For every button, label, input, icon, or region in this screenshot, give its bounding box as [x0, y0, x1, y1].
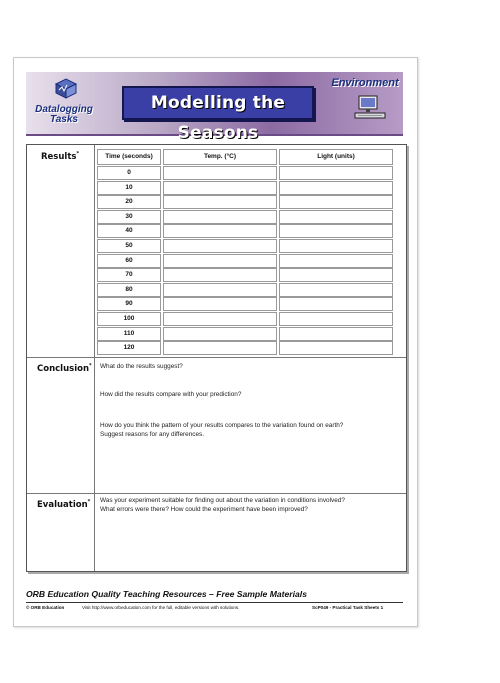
header-banner [26, 72, 403, 143]
footer-copyright: © ORB Education [26, 605, 65, 610]
conclusion-question-3-line2: Suggest reasons for any differences. [100, 430, 204, 438]
computer-icon [352, 94, 388, 122]
table-row [97, 254, 396, 267]
temp-cell[interactable] [163, 341, 277, 355]
time-cell: 50 [97, 239, 161, 253]
table-row [97, 297, 396, 310]
conclusion-question-2: How did the results compare with your prediction? [100, 391, 242, 398]
time-cell: 60 [97, 254, 161, 268]
time-cell: 110 [97, 327, 161, 341]
light-cell[interactable] [279, 166, 393, 180]
table-row [97, 210, 396, 223]
evaluation-answer-area[interactable] [96, 517, 404, 569]
footer-code: ScP049 - Practical Task Sheets 1 [312, 605, 384, 610]
temp-cell[interactable] [163, 283, 277, 297]
time-cell: 90 [97, 297, 161, 311]
table-row [97, 181, 396, 194]
label-divider [94, 145, 95, 571]
table-row [97, 341, 396, 354]
topic-label: Environment [331, 77, 399, 89]
temp-cell[interactable] [163, 224, 277, 238]
datalogging-logo-icon [52, 78, 80, 100]
light-cell[interactable] [279, 195, 393, 209]
light-cell[interactable] [279, 239, 393, 253]
temp-cell[interactable] [163, 268, 277, 282]
temp-cell[interactable] [163, 166, 277, 180]
evaluation-question-2: What errors were there? How could the experiment have been improved? [100, 505, 308, 513]
title-bar [122, 86, 314, 143]
evaluation-question-1: Was your experiment suitable for finding out about the variation in conditions involved? [100, 497, 345, 504]
temp-cell[interactable] [163, 327, 277, 341]
temp-cell[interactable] [163, 195, 277, 209]
worksheet-page [13, 57, 418, 627]
footer-divider [26, 602, 403, 603]
table-row [97, 224, 396, 237]
footer-visit-link[interactable]: Visit http://www.orbeducation.com for the full, editable versions with solutions. [82, 605, 240, 610]
logo-text-line2: Tasks [50, 114, 78, 125]
conclusion-answer-area[interactable] [96, 370, 404, 492]
evaluation-questions [100, 497, 390, 514]
results-label-text: Results [41, 151, 77, 162]
table-row [97, 283, 396, 296]
logo-text-line1: Datalogging [35, 104, 93, 115]
worksheet-table [26, 144, 407, 572]
light-cell[interactable] [279, 268, 393, 282]
time-cell: 70 [97, 268, 161, 282]
time-cell: 10 [97, 181, 161, 195]
time-cell: 20 [97, 195, 161, 209]
results-divider [27, 357, 406, 358]
table-row [97, 166, 396, 179]
logo-text [28, 105, 100, 125]
results-label: Results* [41, 151, 80, 162]
light-cell[interactable] [279, 210, 393, 224]
footer-title: ORB Education Quality Teaching Resources – Free Sample Materials [26, 589, 307, 599]
conclusion-label-text: Conclusion [37, 363, 89, 374]
conclusion-question-3-line1: How do you think the pattern of your results compares to the variation found on earth? [100, 422, 344, 429]
light-cell[interactable] [279, 224, 393, 238]
table-row [97, 239, 396, 252]
temp-cell[interactable] [163, 254, 277, 268]
conclusion-divider [27, 493, 406, 494]
time-cell: 0 [97, 166, 161, 180]
column-header-temp: Temp. (°C) [163, 149, 277, 165]
time-cell: 100 [97, 312, 161, 326]
time-cell: 30 [97, 210, 161, 224]
table-row [97, 195, 396, 208]
light-cell[interactable] [279, 327, 393, 341]
temp-cell[interactable] [163, 297, 277, 311]
light-cell[interactable] [279, 254, 393, 268]
light-cell[interactable] [279, 341, 393, 355]
evaluation-label-text: Evaluation [37, 499, 88, 510]
conclusion-question-1: What do the results suggest? [100, 363, 183, 370]
table-row [97, 312, 396, 325]
table-row [97, 268, 396, 281]
table-row [97, 327, 396, 340]
temp-cell[interactable] [163, 312, 277, 326]
temp-cell[interactable] [163, 239, 277, 253]
light-cell[interactable] [279, 181, 393, 195]
page-title: Modelling the Seasons [150, 93, 286, 143]
conclusion-label: Conclusion* [37, 363, 92, 374]
time-cell: 120 [97, 341, 161, 355]
column-header-light: Light (units) [279, 149, 393, 165]
time-cell: 80 [97, 283, 161, 297]
light-cell[interactable] [279, 283, 393, 297]
temp-cell[interactable] [163, 210, 277, 224]
light-cell[interactable] [279, 312, 393, 326]
light-cell[interactable] [279, 297, 393, 311]
evaluation-label: Evaluation* [37, 499, 91, 510]
time-cell: 40 [97, 224, 161, 238]
column-header-time: Time (seconds) [97, 149, 161, 165]
temp-cell[interactable] [163, 181, 277, 195]
